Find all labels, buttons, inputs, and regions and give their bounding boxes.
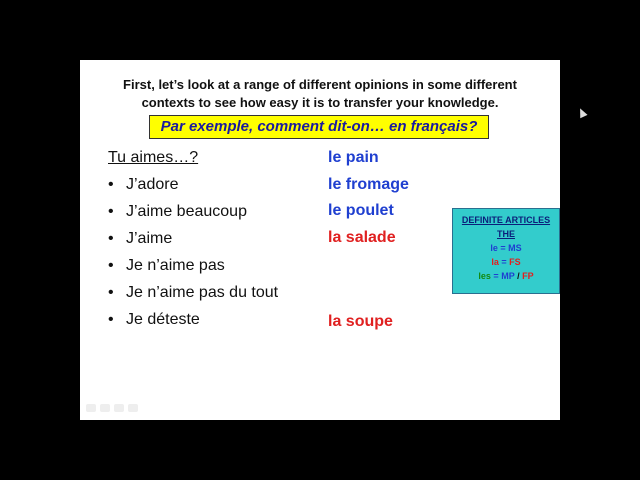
bullet: • bbox=[108, 284, 114, 301]
question-heading: Tu aimes…? bbox=[108, 149, 199, 166]
slideshow-controls bbox=[86, 404, 138, 412]
bullet: • bbox=[108, 257, 114, 274]
gender-mp: MP bbox=[501, 271, 515, 281]
food-item: le poulet bbox=[328, 202, 394, 219]
article-le-row bbox=[453, 241, 559, 255]
equals-sign: = bbox=[501, 257, 507, 267]
gender-ms: MS bbox=[508, 243, 522, 253]
articles-subtitle: THE bbox=[497, 229, 515, 239]
list-item bbox=[108, 284, 278, 302]
article-les-row bbox=[453, 269, 559, 283]
list-item bbox=[108, 311, 200, 329]
gender-fs: FS bbox=[509, 257, 521, 267]
menu-icon[interactable] bbox=[114, 404, 124, 412]
opinion-text: Je n’aime pas bbox=[126, 257, 225, 274]
article-la-row bbox=[453, 255, 559, 269]
food-item: le pain bbox=[328, 149, 379, 166]
slide bbox=[80, 60, 560, 420]
slash: / bbox=[517, 271, 520, 281]
list-item bbox=[108, 230, 172, 248]
food-item: le fromage bbox=[328, 176, 409, 193]
bullet: • bbox=[108, 203, 114, 220]
intro-line-2: contexts to see how easy it is to transfer your knowledge. bbox=[141, 95, 499, 110]
article-la: la bbox=[491, 257, 499, 267]
opinion-text: J’adore bbox=[126, 176, 179, 193]
intro-text bbox=[80, 76, 560, 112]
bullet: • bbox=[108, 176, 114, 193]
definite-articles-box bbox=[452, 208, 560, 294]
intro-line-1: First, let’s look at a range of different opinions in some different bbox=[123, 77, 517, 92]
equals-sign: = bbox=[493, 271, 499, 281]
mouse-pointer-icon bbox=[576, 107, 587, 119]
example-callout: Par exemple, comment dit-on… en français? bbox=[149, 115, 489, 139]
prev-slide-icon[interactable] bbox=[86, 404, 96, 412]
food-item: la soupe bbox=[328, 313, 393, 330]
article-le: le bbox=[490, 243, 498, 253]
food-item: la salade bbox=[328, 229, 396, 246]
opinion-text: Je n’aime pas du tout bbox=[126, 284, 279, 301]
opinion-text: Je déteste bbox=[126, 311, 200, 328]
bullet: • bbox=[108, 230, 114, 247]
list-item bbox=[108, 203, 247, 221]
equals-sign: = bbox=[500, 243, 506, 253]
bullet: • bbox=[108, 311, 114, 328]
opinion-text: J’aime beaucoup bbox=[126, 203, 247, 220]
opinion-text: J’aime bbox=[126, 230, 173, 247]
next-slide-icon[interactable] bbox=[128, 404, 138, 412]
list-item bbox=[108, 257, 225, 275]
pen-icon[interactable] bbox=[100, 404, 110, 412]
articles-title: DEFINITE ARTICLES bbox=[461, 215, 551, 225]
gender-fp: FP bbox=[522, 271, 534, 281]
list-item bbox=[108, 176, 178, 194]
article-les: les bbox=[478, 271, 491, 281]
